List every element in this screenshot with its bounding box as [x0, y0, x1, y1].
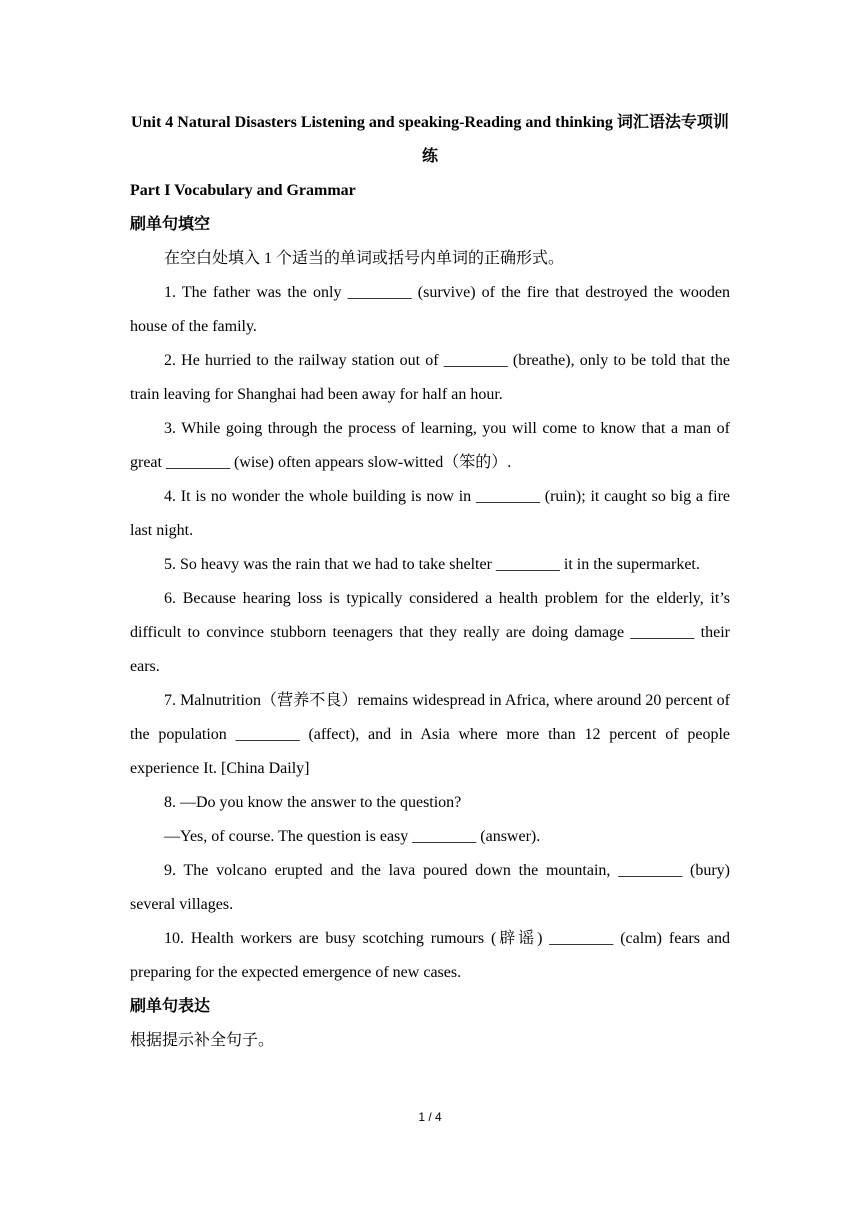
question-item: 1. The father was the only ________ (survive) of the fire that destroyed the wooden house of the family. — [130, 284, 730, 335]
question-item: 9. The volcano erupted and the lava poured down the mountain, ________ (bury) several villages. — [130, 862, 730, 913]
question-item: 5. So heavy was the rain that we had to take shelter ________ it in the supermarket. — [164, 556, 700, 573]
question-item: 2. He hurried to the railway station out of ________ (breathe), only to be told that the train leaving for Shanghai had been away for half an hour. — [130, 352, 730, 403]
question-item: 3. While going through the process of learning, you will come to know that a man of great ________ (wise) often appears slow-witted（笨的）. — [130, 420, 730, 471]
question-item: 7. Malnutrition（营养不良）remains widespread in Africa, where around 20 percent of the population ________ (affect), and in Asia where more than 12 percent of people experience It. [China Daily] — [130, 692, 730, 777]
part-heading: Part I Vocabulary and Grammar — [130, 182, 356, 199]
section-instruction-expression: 根据提示补全句子。 — [130, 1032, 275, 1049]
question-item: 8. —Do you know the answer to the question? — [164, 794, 462, 811]
question-item: 4. It is no wonder the whole building is now in ________ (ruin); it caught so big a fire last night. — [130, 488, 730, 539]
question-item: 10. Health workers are busy scotching rumours (辟谣) ________ (calm) fears and preparing for the expected emergence of new cases. — [130, 930, 730, 981]
question-item-answer-line: —Yes, of course. The question is easy ________ (answer). — [164, 828, 541, 845]
page-number: 1 / 4 — [418, 1110, 442, 1124]
document-page — [130, 106, 730, 1058]
question-item: 6. Because hearing loss is typically considered a health problem for the elderly, it’s difficult to convince stubborn teenagers that they really are doing damage ________ their ears. — [130, 590, 730, 675]
section-heading-expression: 刷单句表达 — [130, 998, 211, 1015]
section-instruction-fill-in: 在空白处填入 1 个适当的单词或括号内单词的正确形式。 — [164, 250, 565, 267]
document-title: Unit 4 Natural Disasters Listening and speaking-Reading and thinking 词汇语法专项训练 — [131, 114, 729, 165]
section-heading-fill-in: 刷单句填空 — [130, 216, 211, 233]
